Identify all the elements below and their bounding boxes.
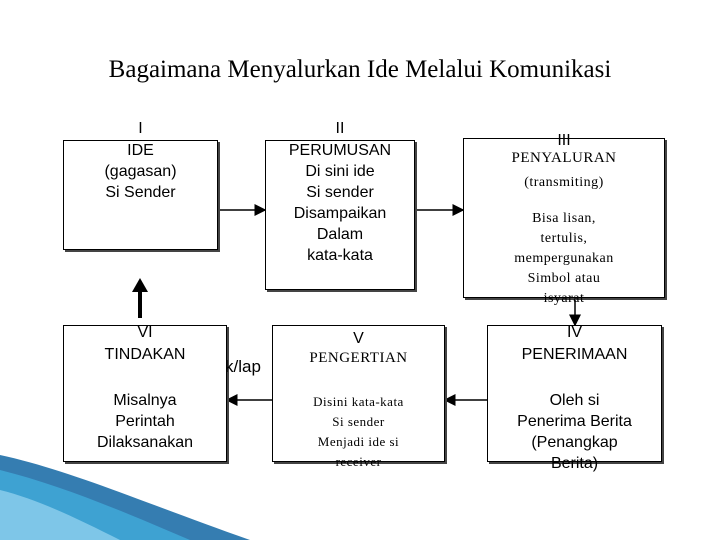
box-penyaluran-heading: PENYALURAN xyxy=(511,150,617,166)
box-ide-numeral: I xyxy=(138,120,143,137)
box-penyaluran-sub: (transmiting) xyxy=(524,175,604,190)
box-penerimaan-heading: PENERIMAAN xyxy=(521,346,628,363)
page-title: Bagaimana Menyalurkan Ide Melalui Komunikasi xyxy=(108,56,612,83)
box-tindakan-heading: TINDAKAN xyxy=(104,346,186,363)
box-penyaluran-text: Bisa lisan, tertulis, mempergunakan Simbol atau isyarat xyxy=(514,211,614,306)
box-pengertian-numeral: V xyxy=(353,330,364,347)
box-penerimaan-numeral: IV xyxy=(566,324,583,341)
box-tindakan-numeral: VI xyxy=(137,324,153,341)
box-penyaluran-numeral: III xyxy=(557,132,571,149)
box-tindakan-text: Misalnya Perintah Dilaksanakan xyxy=(96,392,194,451)
box-penerimaan-text: Oleh si Penerima Berita (Penangkap Berita) xyxy=(517,392,632,472)
box-perumusan-text: PERUMUSAN Di sini ide Si sender Disampaikan Dalam kata-kata xyxy=(288,142,392,264)
box-pengertian-text: Disini kata-kata Si sender Menjadi ide si receiver xyxy=(313,394,404,469)
box-perumusan-numeral: II xyxy=(335,120,345,137)
feedback-label: k/lap xyxy=(225,357,261,376)
box-pengertian-heading: PENGERTIAN xyxy=(309,350,408,366)
box-ide-text: IDE (gagasan) Si Sender xyxy=(104,142,177,201)
